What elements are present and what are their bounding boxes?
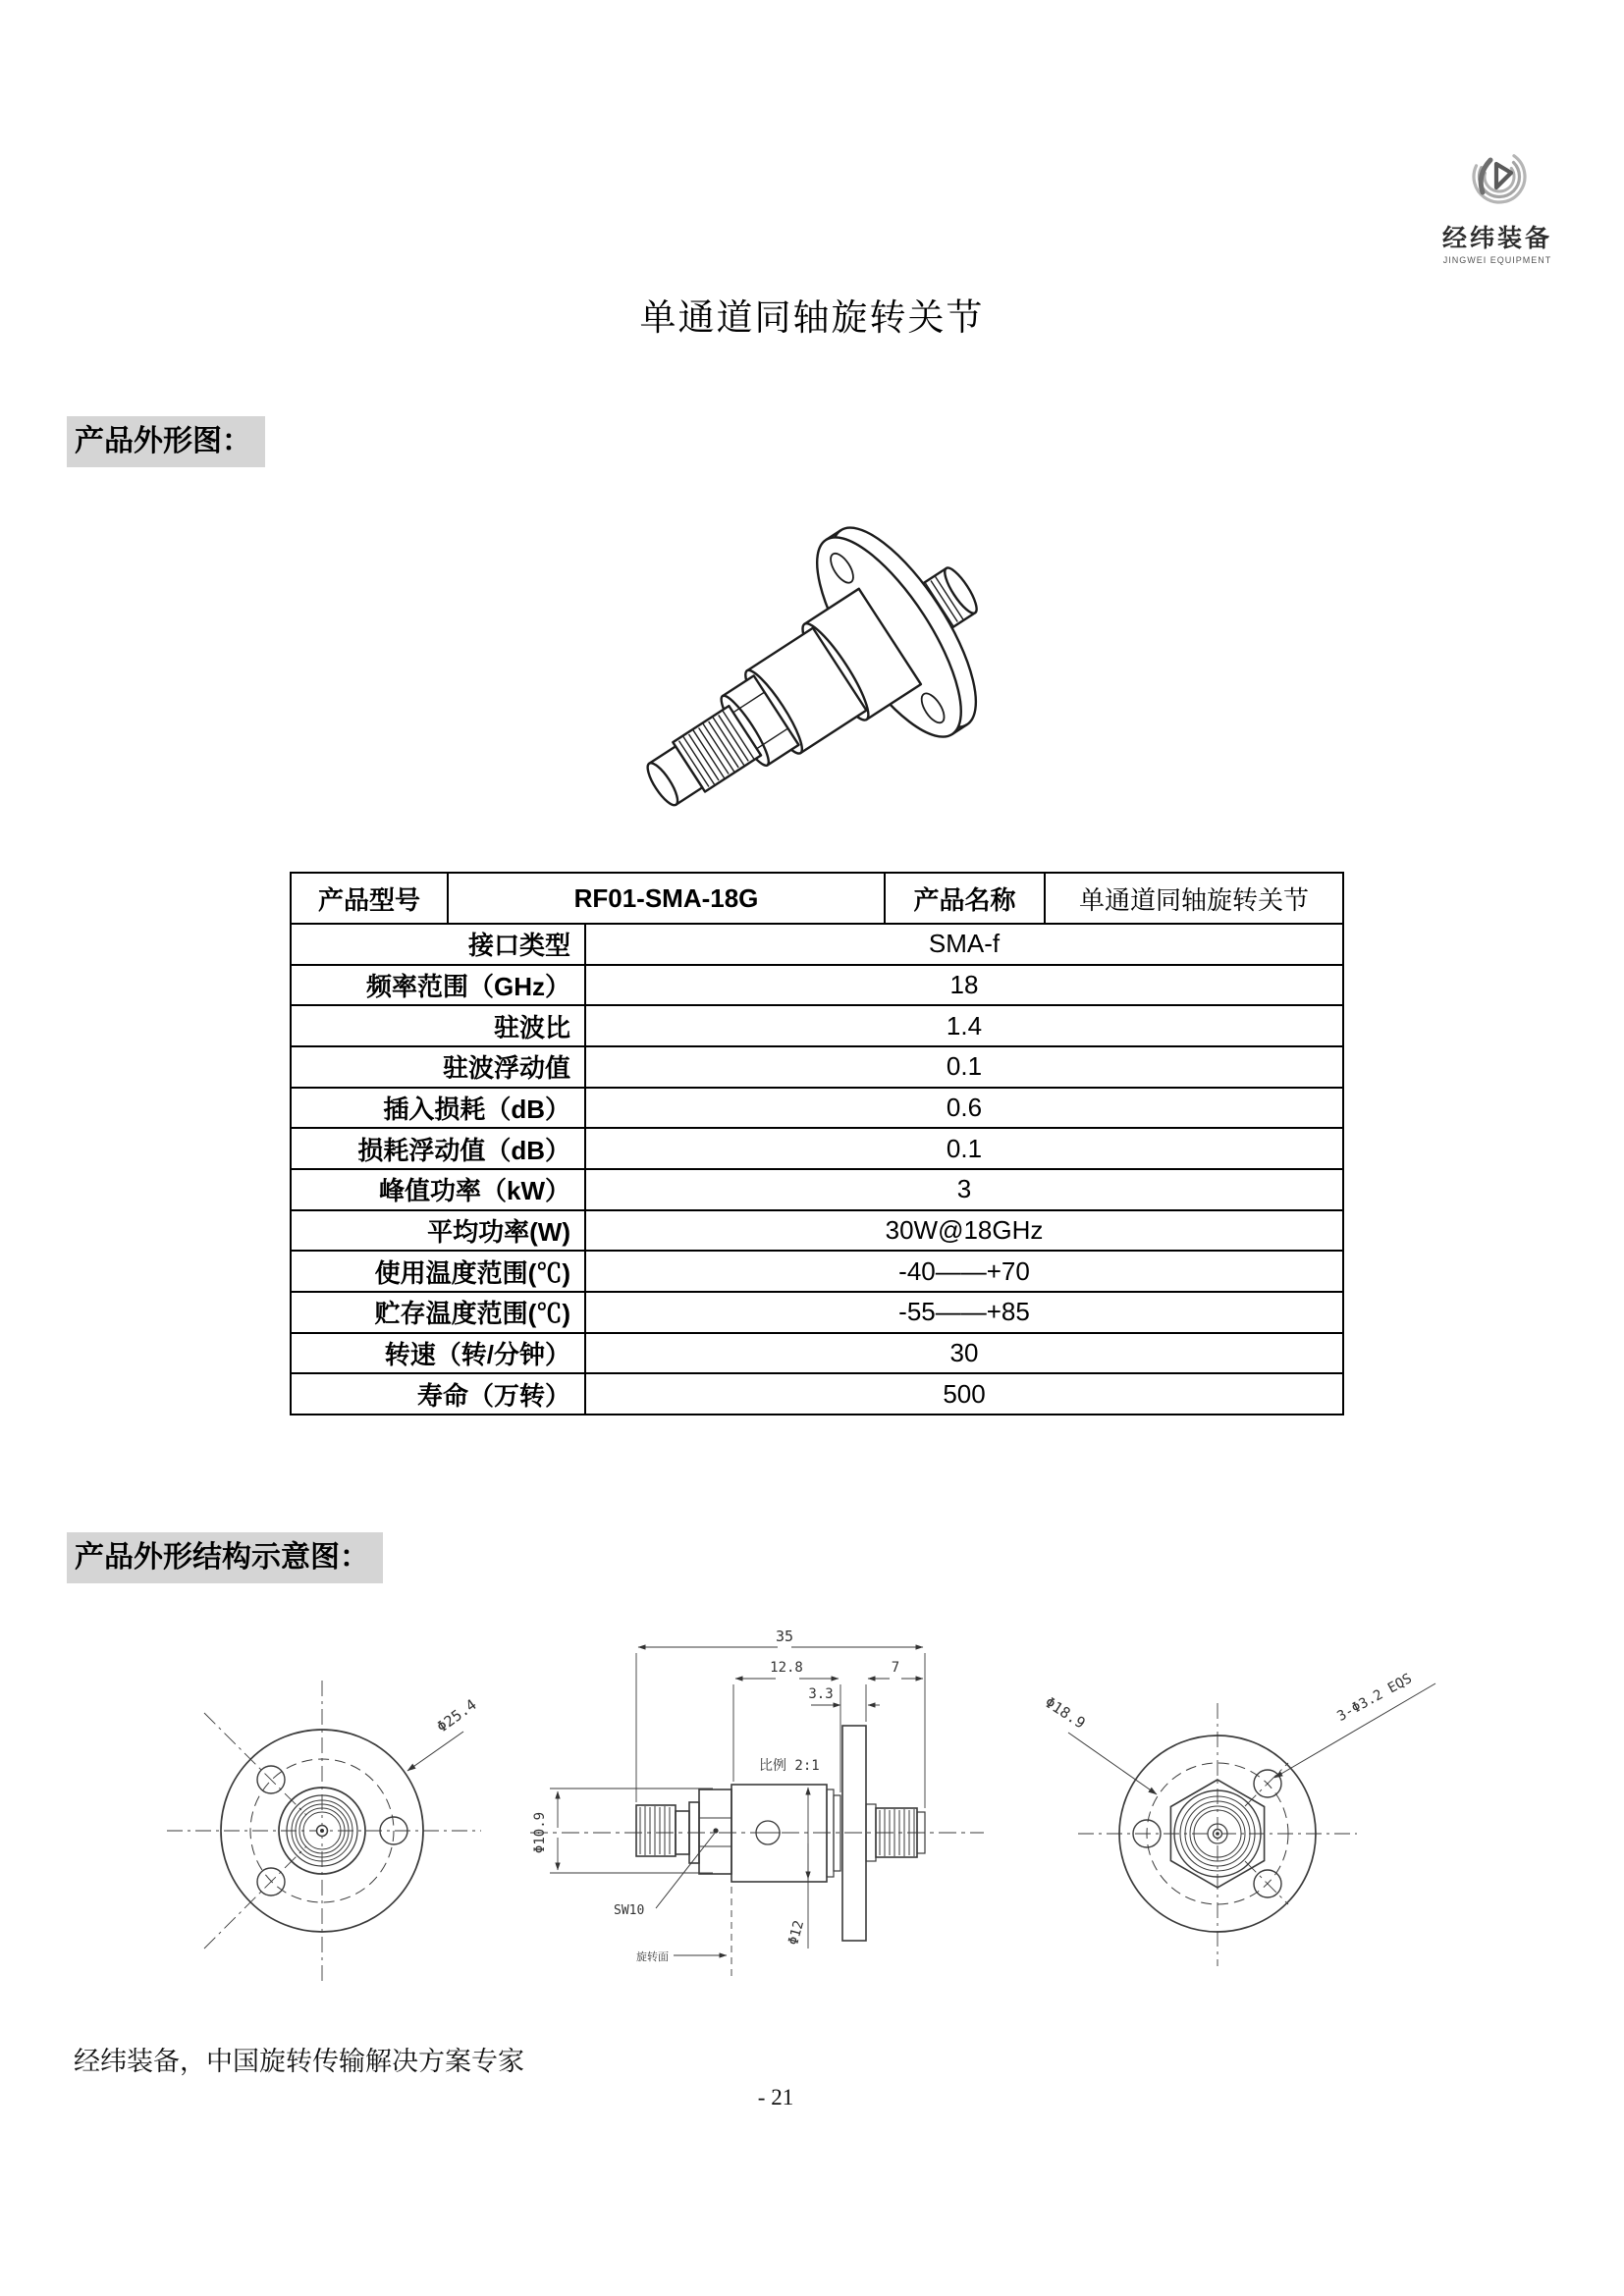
row-value: 1.4 (585, 1005, 1343, 1046)
side-dim-lines (550, 1647, 925, 1977)
table-row (291, 924, 1343, 965)
jingwei-logo-icon (1467, 147, 1528, 212)
row-label: 频率范围（GHz） (291, 965, 585, 1006)
rear-view-drawing (1011, 1615, 1561, 1983)
row-value: 18 (585, 965, 1343, 1006)
row-label: 接口类型 (291, 924, 585, 965)
front-view-drawing (147, 1659, 511, 2002)
row-label: 驻波比 (291, 1005, 585, 1046)
table-row (291, 1251, 1343, 1292)
dim-right-length: 7 (891, 1660, 900, 1676)
table-row (291, 1333, 1343, 1374)
row-label: 使用温度范围(℃) (291, 1251, 585, 1292)
front-dim-leader (407, 1732, 463, 1771)
table-header-row (291, 873, 1343, 924)
table-row (291, 1005, 1343, 1046)
model-value: RF01-SMA-18G (448, 873, 885, 924)
row-label: 寿命（万转） (291, 1373, 585, 1415)
rotation-face-label: 旋转面 (636, 1950, 669, 1963)
row-label: 插入损耗（dB） (291, 1088, 585, 1129)
table-row (291, 1210, 1343, 1252)
row-label: 峰值功率（kW） (291, 1169, 585, 1210)
row-value: 500 (585, 1373, 1343, 1415)
front-flange-dia-label: Φ25.4 (433, 1695, 480, 1736)
row-label: 平均功率(W) (291, 1210, 585, 1252)
dim-total-length: 35 (775, 1628, 794, 1645)
table-row (291, 1088, 1343, 1129)
scale-label: 比例 2:1 (759, 1758, 820, 1774)
row-value: 0.6 (585, 1088, 1343, 1129)
page-number: - 21 (757, 2085, 794, 2109)
table-row (291, 1046, 1343, 1088)
table-row (291, 1292, 1343, 1333)
row-label: 转速（转/分钟） (291, 1333, 585, 1374)
row-value: 30 (585, 1333, 1343, 1374)
name-value: 单通道同轴旋转关节 (1045, 873, 1343, 924)
row-label: 驻波浮动值 (291, 1046, 585, 1088)
rear-flange-dia-label: Φ18.9 (1041, 1692, 1089, 1733)
name-label: 产品名称 (885, 873, 1045, 924)
row-label: 损耗浮动值（dB） (291, 1128, 585, 1169)
footer-tagline: 经纬装备，中国旋转传输解决方案专家 (74, 2047, 524, 2076)
table-row (291, 1169, 1343, 1210)
row-label: 贮存温度范围(℃) (291, 1292, 585, 1333)
spec-table (290, 872, 1344, 1415)
brand-name-en: JINGWEI EQUIPMENT (1442, 255, 1552, 265)
section-header-outline: 产品外形图： (67, 416, 265, 467)
row-value: 30W@18GHz (585, 1210, 1343, 1252)
dim-flange-thickness: 3.3 (808, 1686, 834, 1702)
page-title: 单通道同轴旋转关节 (639, 297, 985, 338)
table-row (291, 1373, 1343, 1415)
wrench-size-label: SW10 (614, 1903, 645, 1918)
dim-body-length: 12.8 (770, 1660, 803, 1676)
front-connector-circles (279, 1788, 365, 1874)
rear-connector (1170, 1780, 1264, 1888)
row-value: SMA-f (585, 924, 1343, 965)
section-header-structure: 产品外形结构示意图： (67, 1532, 383, 1583)
model-label: 产品型号 (291, 873, 448, 924)
brand-name-cn: 经纬装备 (1441, 225, 1552, 252)
row-value: 0.1 (585, 1046, 1343, 1088)
iso-part (604, 523, 1026, 852)
table-row (291, 1128, 1343, 1169)
company-logo (1429, 147, 1566, 265)
product-isometric-drawing (604, 523, 1026, 852)
row-value: 3 (585, 1169, 1343, 1210)
row-value: 0.1 (585, 1128, 1343, 1169)
dim-body-dia: Φ12 (785, 1918, 808, 1948)
table-row (291, 965, 1343, 1006)
dim-left-dia: Φ10.9 (532, 1811, 548, 1854)
row-value: -55——+85 (585, 1292, 1343, 1333)
row-value: -40——+70 (585, 1251, 1343, 1292)
rear-holes-label: 3-Φ3.2 EQS (1334, 1671, 1415, 1725)
side-view-drawing (520, 1610, 992, 2022)
